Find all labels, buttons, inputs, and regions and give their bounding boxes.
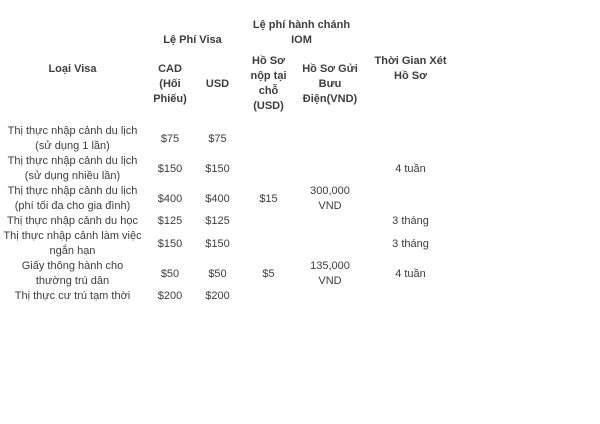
header-group-visa-fee: Lệ Phí Visa — [163, 34, 222, 46]
cell-onsite-fee — [240, 214, 297, 229]
cell-mail-fee — [297, 124, 363, 154]
cell-onsite-fee: $5 — [262, 267, 275, 280]
table-row — [0, 184, 458, 214]
cell-visa-type: Thị thực nhập cảnh du lịch (phí tối đa cho gia đình) — [7, 185, 138, 212]
cell-visa-type: Thị thực cư trú tạm thời — [14, 290, 131, 302]
header-cad: CAD (Hối Phiếu) — [153, 62, 187, 105]
header-group-row — [0, 4, 458, 54]
cell-onsite-fee: $15 — [259, 192, 278, 205]
cell-cad-fee: $200 — [157, 290, 183, 302]
cell-mail-fee — [297, 289, 363, 304]
cell-mail-fee: 300,000 VND — [310, 185, 350, 212]
cell-visa-type: Giấy thông hành cho thường trú dân — [21, 260, 124, 287]
cell-mail-fee — [297, 154, 363, 184]
cell-usd-fee: $200 — [205, 290, 230, 302]
cell-visa-type: Thị thực nhập cảnh du lịch (sử dụng 1 lần) — [7, 125, 138, 152]
cell-visa-type: Thị thực nhập cảnh làm việc ngắn hạn — [3, 230, 142, 257]
cell-onsite-fee — [240, 124, 297, 154]
cell-cad-fee: $50 — [160, 267, 180, 280]
cell-processing-time: 4 tuần — [395, 162, 426, 175]
cell-processing-time — [363, 184, 458, 214]
cell-mail-fee — [297, 229, 363, 259]
header-group-iom-fee: Lệ phí hành chánh IOM — [252, 19, 351, 46]
header-onsite-file: Hồ Sơ nộp tại chỗ (USD) — [250, 55, 287, 112]
cell-processing-time — [363, 289, 458, 304]
cell-mail-fee — [297, 214, 363, 229]
cell-onsite-fee — [240, 154, 297, 184]
cell-processing-time — [363, 124, 458, 154]
cell-onsite-fee — [240, 289, 297, 304]
cell-usd-fee: $400 — [205, 192, 230, 205]
cell-cad-fee: $400 — [157, 192, 183, 205]
table-row — [0, 229, 458, 259]
cell-processing-time: 4 tuần — [395, 267, 426, 280]
header-visa-type: Loại Visa — [48, 62, 97, 75]
table-row — [0, 154, 458, 184]
page — [0, 4, 600, 424]
cell-cad-fee: $125 — [157, 215, 183, 227]
cell-cad-fee: $150 — [157, 162, 183, 175]
cell-onsite-fee — [240, 229, 297, 259]
header-usd: USD — [205, 77, 230, 90]
header-mail-file: Hồ Sơ Gửi Bưu Điện(VND) — [302, 62, 358, 105]
cell-usd-fee: $75 — [208, 132, 227, 145]
cell-visa-type: Thị thực nhập cảnh du lịch (sử dụng nhiều lần) — [7, 155, 138, 182]
table-row — [0, 289, 458, 304]
cell-processing-time: 3 tháng — [392, 237, 429, 250]
table-row — [0, 214, 458, 229]
cell-usd-fee: $150 — [205, 162, 230, 175]
cell-cad-fee: $75 — [160, 132, 180, 145]
cell-visa-type: Thị thực nhập cảnh du học — [7, 215, 138, 227]
cell-processing-time: 3 tháng — [392, 215, 429, 227]
cell-usd-fee: $150 — [205, 237, 230, 250]
table-row — [0, 124, 458, 154]
visa-fee-table — [0, 4, 458, 304]
cell-usd-fee: $50 — [208, 267, 227, 280]
header-processing-time: Thời Gian Xét Hồ Sơ — [374, 55, 447, 82]
cell-cad-fee: $150 — [157, 237, 183, 250]
table-row — [0, 259, 458, 289]
cell-mail-fee: 135,000 VND — [310, 260, 350, 287]
cell-usd-fee: $125 — [205, 215, 230, 227]
